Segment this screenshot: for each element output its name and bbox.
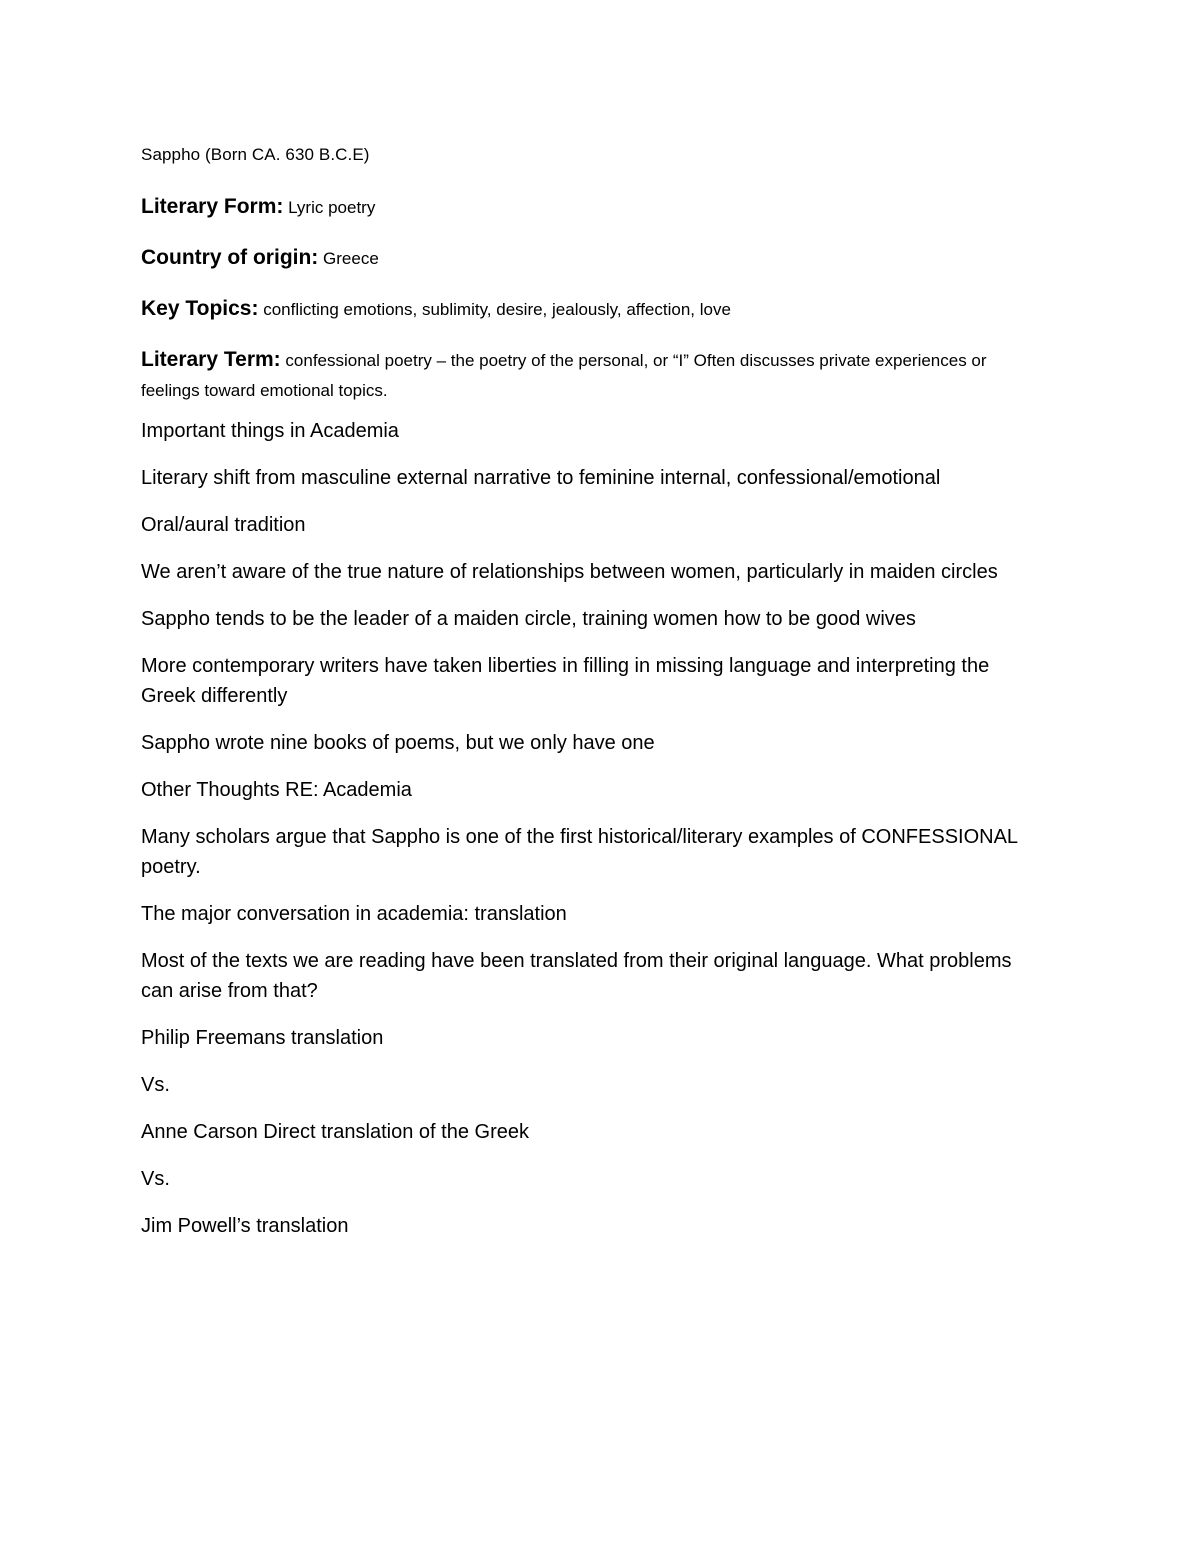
note-paragraph: The major conversation in academia: translation [141, 903, 567, 925]
literary-form-line [141, 192, 1041, 223]
country-line [141, 243, 1041, 274]
literary-form-label: Literary Form: [141, 195, 284, 218]
country-label: Country of origin: [141, 246, 319, 269]
note-paragraph: Jim Powell’s translation [141, 1215, 349, 1237]
document-body [141, 140, 1041, 1258]
literary-form-value: Lyric poetry [288, 198, 376, 217]
literary-term-label: Literary Term: [141, 348, 281, 371]
document-title: Sappho (Born CA. 630 B.C.E) [141, 145, 370, 164]
note-paragraph: Literary shift from masculine external narrative to feminine internal, confessional/emotional [141, 467, 941, 489]
note-paragraph: Important things in Academia [141, 420, 399, 442]
note-paragraph: Anne Carson Direct translation of the Greek [141, 1121, 529, 1143]
literary-term-value: confessional poetry – the poetry of the personal, or “I” Often discusses private experiences or feelings toward emotional topics. [141, 351, 987, 400]
note-paragraph: We aren’t aware of the true nature of relationships between women, particularly in maiden circles [141, 561, 998, 583]
note-paragraph: Sappho tends to be the leader of a maiden circle, training women how to be good wives [141, 608, 916, 630]
note-paragraph: Sappho wrote nine books of poems, but we only have one [141, 732, 655, 754]
note-paragraph: More contemporary writers have taken liberties in filling in missing language and interpreting the Greek differently [141, 655, 990, 707]
note-paragraph: Oral/aural tradition [141, 514, 306, 536]
note-paragraph: Vs. [141, 1168, 170, 1190]
key-topics-label: Key Topics: [141, 297, 259, 320]
key-topics-value: conflicting emotions, sublimity, desire, jealously, affection, love [263, 300, 731, 319]
note-paragraph: Most of the texts we are reading have been translated from their original language. What problems can arise from that? [141, 950, 1012, 1002]
note-paragraph: Other Thoughts RE: Academia [141, 779, 412, 801]
key-topics-line [141, 294, 1041, 325]
country-value: Greece [323, 249, 379, 268]
note-paragraph: Philip Freemans translation [141, 1027, 384, 1049]
note-paragraph: Vs. [141, 1074, 170, 1096]
note-paragraph: Many scholars argue that Sappho is one of the first historical/literary examples of CONFESSIONAL poetry. [141, 826, 1018, 878]
literary-term-line [141, 345, 1041, 406]
